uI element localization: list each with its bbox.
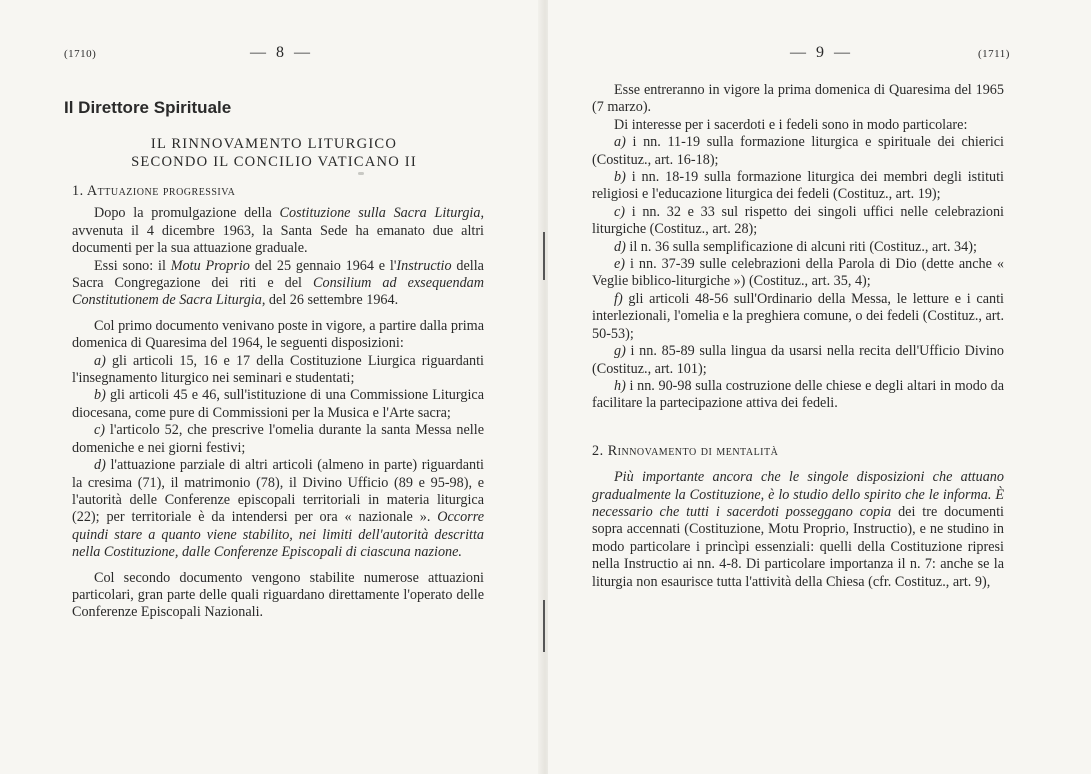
- list-item: g) i nn. 85-89 sulla lingua da usarsi nella recita dell'Ufficio Divino (Costituz., art. 101);: [592, 343, 1004, 377]
- subsection-heading: 1. Attuazione progressiva: [72, 183, 236, 199]
- paragraph: Dopo la promulgazione della Costituzione sulla Sacra Liturgia, avvenuta il 4 dicembre 1963, la Santa Sede ha emanato due altri documenti per la sua attuazione graduale.: [72, 205, 484, 257]
- running-head: (1711): [978, 48, 1010, 60]
- section-title: Il Direttore Spirituale: [64, 98, 232, 117]
- paragraph: Più importante ancora che le singole disposizioni che attuano gradualmente la Costituzione, è lo studio dello spirito che le informa. È necessario che tutti i sacerdoti posseggano copia dei tre documenti sopra accennati (Costituzione, Motu Proprio, Instructio), e ne studino in modo particolare i princìpi essenziali: quelli della Costituzione ripresi nella Instructio ai nn. 4-8. Di particolare importanza il n. 7: anche se la liturgia non esaurisce tutta l'attività della Chiesa (cfr. Costituz., art. 9),: [592, 469, 1005, 590]
- right-text-column: [592, 82, 1004, 591]
- paragraph: Col primo documento venivano poste in vigore, a partire dalla prima domenica di Quaresima del 1964, le seguenti disposizioni:: [72, 317, 484, 352]
- binding-mark: [543, 232, 545, 280]
- paragraph: Esse entreranno in vigore la prima domenica di Quaresima del 1965 (7 marzo).: [592, 82, 1004, 116]
- list-item: h) i nn. 90-98 sulla costruzione delle chiese e degli altari in modo da facilitare la partecipazione attiva dei fedeli.: [592, 377, 1004, 412]
- list-item: b) gli articoli 45 e 46, sull'istituzione di una Commissione Liturgica diocesana, come pure di Commissioni per la Musica e l'Arte sacra;: [72, 387, 484, 421]
- list-item: e) i nn. 37-39 sulle celebrazioni della Parola di Dio (dette anche « Veglie biblico-liturgiche ») (Costituz., art. 35, 4);: [592, 256, 1004, 290]
- left-text-column: [72, 183, 484, 622]
- list-item: d) il n. 36 sulla semplificazione di alcuni riti (Costituz., art. 34);: [614, 238, 977, 255]
- paragraph: Essi sono: il Motu Proprio del 25 gennaio 1964 e l'Instructio della Sacra Congregazione dei riti e del Consilium ad exsequendam Constitutionem de Sacra Liturgia, del 26 settembre 1964.: [72, 257, 484, 309]
- list-item: a) i nn. 11-19 sulla formazione liturgica e spirituale dei chierici (Costituz., art. 16-18);: [592, 134, 1004, 168]
- page-number: — 8 —: [250, 44, 313, 61]
- list-item: a) gli articoli 15, 16 e 17 della Costituzione Liurgica riguardanti l'insegnamento liturgico nei seminari e studentati;: [72, 352, 484, 387]
- list-item: c) l'articolo 52, che prescrive l'omelia durante la santa Messa nelle domeniche e nei giorni festivi;: [72, 422, 484, 456]
- page-number: — 9 —: [790, 44, 853, 61]
- paragraph: Col secondo documento vengono stabilite numerose attuazioni particolari, gran parte delle quali riguardano direttamente l'operato delle Conferenze Episcopali Nazionali.: [72, 569, 484, 621]
- binding-mark: [543, 600, 545, 652]
- main-title: [64, 135, 484, 171]
- main-title-line2: SECONDO IL CONCILIO VATICANO II: [131, 154, 417, 170]
- left-page: [0, 0, 543, 774]
- running-head: (1710): [64, 48, 97, 60]
- main-title-line1: IL RINNOVAMENTO LITURGICO: [150, 136, 398, 152]
- subsection-heading: 2. Rinnovamento di mentalità: [592, 442, 779, 459]
- list-item: f) gli articoli 48-56 sull'Ordinario della Messa, le letture e i canti interlezionali, l'omelia e la preghiera comune, o dei fedeli (Costituz., art. 50-53);: [592, 290, 1004, 342]
- paragraph: Di interesse per i sacerdoti e i fedeli sono in modo particolare:: [614, 116, 968, 133]
- list-item: c) i nn. 32 e 33 sul rispetto dei singoli uffici nelle celebrazioni liturgiche (Costituz., art. 28);: [592, 203, 1004, 238]
- right-page: [548, 0, 1091, 774]
- list-item: d) l'attuazione parziale di altri articoli (almeno in parte) riguardanti la cresima (71), il matrimonio (78), il Divino Ufficio (89 e 95-98), e l'autorità delle Conferenze episcopali territoriali in materia liturgica (22); per territoriale è da intendersi per ora « nazionale ». Occorre quindi stare a quanto viene stabilito, nei limiti dell'autorità descritta nella Costituzione, dalle Conferenze Episcopali di ciascuna nazione.: [72, 457, 484, 561]
- ink-mark: [358, 172, 364, 175]
- list-item: b) i nn. 18-19 sulla formazione liturgica dei membri degli istituti religiosi e l'educazione liturgica dei fedeli (Costituz., art. 19);: [592, 169, 1004, 203]
